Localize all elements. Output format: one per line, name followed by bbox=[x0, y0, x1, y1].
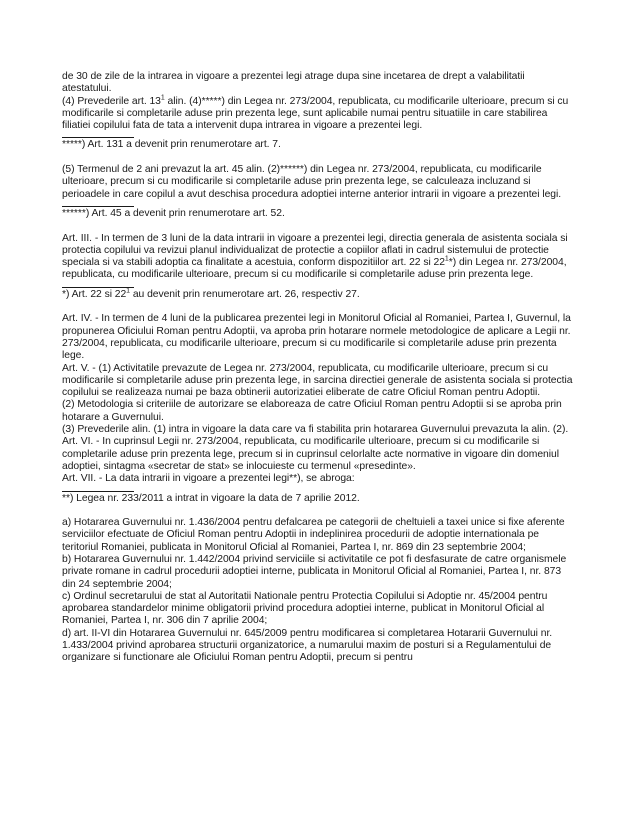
list-item-d: d) art. II-VI din Hotararea Guvernului nr. 645/2009 pentru modificarea si completarea Hotararii Guvernului nr. 1.433/2004 privind aprobarea structurii organizatorice, a numarului maxim de posturi si a Regulamentului de organizare si functionare ale Oficiului Roman pentru Adoptii, precum si pentru bbox=[62, 627, 553, 664]
superscript-1: 1 bbox=[160, 94, 165, 102]
article-v-3: (3) Prevederile alin. (1) intra in vigoare la data care va fi stabilita prin hotararea Guvernului prevazuta la alin. (2). bbox=[62, 424, 569, 436]
article-vi: Art. VI. - In cuprinsul Legii nr. 273/2004, republicata, cu modificarile ulterioare, precum si cu modificarile si completarile aduse prin prezenta lege, precum si in cuprinsul celorlalte acte normative in vigoare din domeniul adoptiei, sintagma «secretar de stat» se inlocuieste cu termenul «presedinte». bbox=[62, 436, 559, 472]
article-iv: Art. IV. - In termen de 4 luni de la publicarea prezentei legi in Monitorul Oficial al Romaniei, Partea I, Guvernul, la propunerea Oficiului Roman pentru Adoptii, va aproba prin hotarare normele metodologice de aplicare a Legii nr. 273/2004, republicata, cu modificarile ulterioare, precum si cu modificarile si completarile aduse prin prezenta lege. bbox=[62, 313, 571, 362]
superscript-1: 1 bbox=[126, 287, 131, 295]
footnote-divider bbox=[62, 287, 134, 288]
superscript-1: 1 bbox=[444, 255, 449, 263]
list-item-a: a) Hotararea Guvernului nr. 1.436/2004 pentru defalcarea pe categorii de cheltuieli a taxei unice si fixe aferente serviciilor efectuate de Oficiul Roman pentru Adoptii in indeplinirea procedurii de adoptie internationala pe teritoriul Romaniei, publicata in Monitorul Oficial al Romaniei, Partea I, nr. 869 din 23 septembrie 2004; bbox=[62, 517, 565, 553]
footnote-law-233: **) Legea nr. 233/2011 a intrat in vigoare la data de 7 aprilie 2012. bbox=[62, 492, 360, 504]
footnote-art-22 bbox=[62, 289, 574, 301]
footnote-divider bbox=[62, 206, 134, 207]
footnote-art-22-start: *) Art. 22 si 22 bbox=[62, 288, 127, 300]
footnote-art-45: ******) Art. 45 a devenit prin renumerotare art. 52. bbox=[62, 207, 285, 219]
paragraph-4 bbox=[62, 96, 574, 133]
list-item-b: b) Hotararea Guvernului nr. 1.442/2004 privind serviciile si activitatile ce pot fi desfasurate de catre organismele private romane in cadrul procedurii adoptiei interne, publicata in Monitorul Oficial al Romaniei, Partea I, nr. 873 din 24 septembrie 2004; bbox=[62, 553, 567, 590]
footnote-divider bbox=[62, 491, 134, 492]
document-page bbox=[62, 71, 574, 665]
footnote-art-22-rest: au devenit prin renumerotare art. 26, respectiv 27. bbox=[130, 288, 360, 300]
paragraph-4-rest: alin. (4)*****) din Legea nr. 273/2004, republicata, cu modificarile ulterioare, precum si cu modificarile si completarile aduse prin prezenta lege, sunt aplicabile numai pentru situatiile in care stabilirea filiatiei copilului fata de tata a intervenit dupa intrarea in vigoare a prezentei legi. bbox=[62, 95, 569, 132]
article-iii-rest: *) din Legea nr. 273/2004, republicata, cu modificarile ulterioare, precum si cu modificarile si completarile aduse prin prezenta lege. bbox=[62, 257, 567, 281]
paragraph-atestat-end: de 30 de zile de la intrarea in vigoare a prezentei legi atrage dupa sine incetarea de drept a valabilitatii atestatului. bbox=[62, 71, 525, 95]
article-v-2: (2) Metodologia si criteriile de autorizare se elaboreaza de catre Oficiul Roman pentru Adoptii si se aproba prin hotarare a Guvernului. bbox=[62, 399, 562, 423]
article-iii-start: Art. III. - In termen de 3 luni de la data intrarii in vigoare a prezentei legi, directia generala de asistenta sociala si protectia copilului va revizui planul individualizat de protectie a copiilor aflati in cadrul sistemului de protectie speciala si va stabili adoptia ca finalitate a acestuia, conform dispozitiilor art. 22 si 22 bbox=[62, 232, 568, 269]
list-item-c: c) Ordinul secretarului de stat al Autoritatii Nationale pentru Protectia Copilului si Adoptie nr. 45/2004 pentru aprobarea standardelor minime obligatorii privind procedura adoptiei interne, publicat in Monitorul Oficial al Romaniei, Partea I, nr. 306 din 7 aprilie 2004; bbox=[62, 590, 548, 627]
paragraph-5: (5) Termenul de 2 ani prevazut la art. 45 alin. (2)******) din Legea nr. 273/2004, republicata, cu modificarile ulterioare, precum si cu modificarile si completarile aduse prin prezenta lege, se calculeaza incluzand si perioadele in care copilul a avut deschisa procedura adoptiei interne anterior intrarii in vigoare a prezentei legi. bbox=[62, 164, 562, 200]
footnote-divider bbox=[62, 137, 134, 138]
article-vii: Art. VII. - La data intrarii in vigoare a prezentei legi**), se abroga: bbox=[62, 473, 355, 485]
article-iii bbox=[62, 233, 574, 282]
footnote-art-131: *****) Art. 131 a devenit prin renumerotare art. 7. bbox=[62, 139, 281, 151]
article-v-1: Art. V. - (1) Activitatile prevazute de Legea nr. 273/2004, republicata, cu modificarile ulterioare, precum si cu modificarile si completarile aduse prin prezenta lege, in sarcina directiei generale de asistenta sociala si protectia copilului se realizeaza numai pe baza obtinerii autorizatiei eliberate de catre Oficiul Roman pentru Adoptii. bbox=[62, 362, 573, 399]
paragraph-4-start: (4) Prevederile art. 13 bbox=[62, 95, 161, 107]
